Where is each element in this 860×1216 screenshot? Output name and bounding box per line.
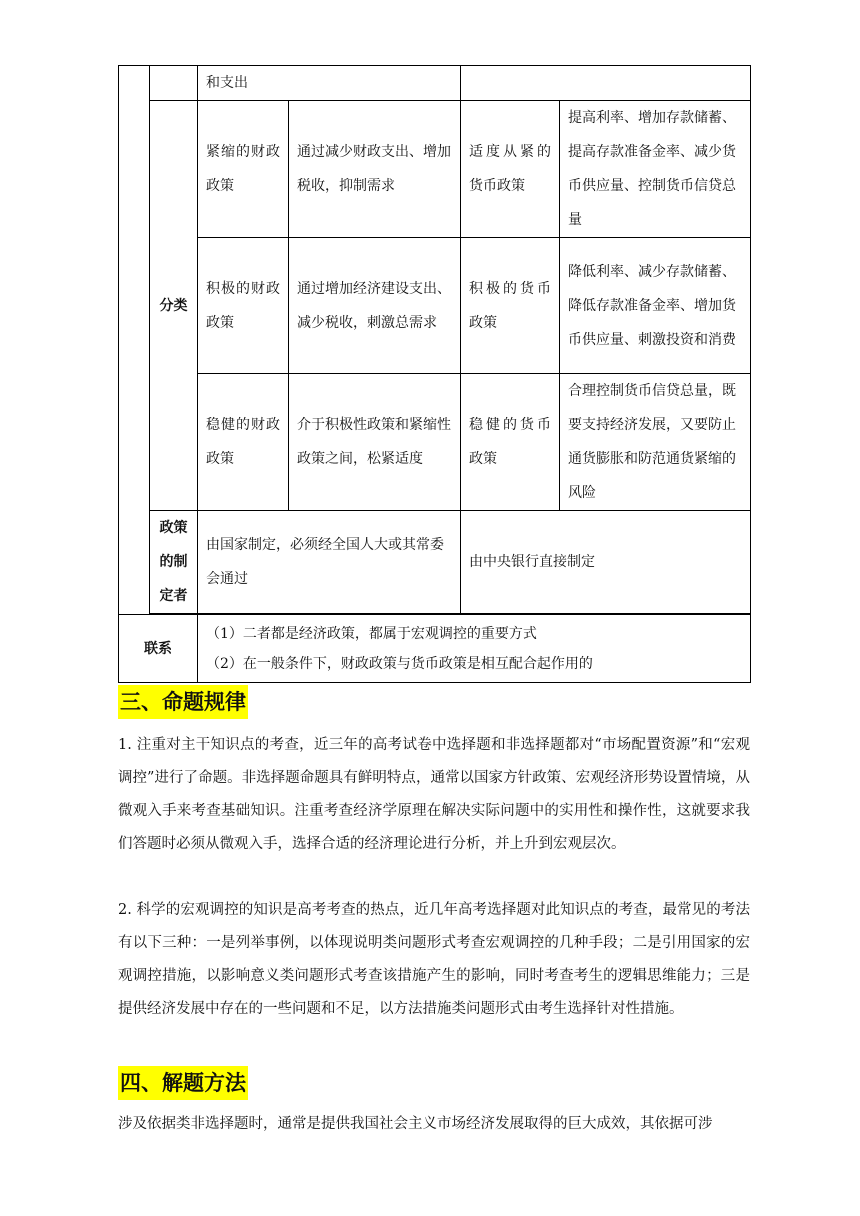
- section3-paragraph-1: 1. 注重对主干知识点的考查，近三年的高考试卷中选择题和非选择题都对“市场配置资源”和“宏观调控”进行了命题。非选择题命题具有鲜明特点，通常以国家方针政策、宏观经济形势设置情境，从微观入手来考查基础知识。注重考查经济学原理在解决实际问题中的实用性和操作性，这就要求我们答题时必须从微观入手，选择合适的经济理论进行分析，并上升到宏观层次。: [118, 737, 750, 852]
- blank-label-cell: [150, 66, 198, 101]
- link-item-2: （2）在一般条件下，财政政策与货币政策是相互配合起作用的: [206, 655, 593, 672]
- fiscal-desc-tight: 通过减少财政支出、增加税收，抑制需求: [289, 101, 461, 238]
- policy-comparison-table: [118, 65, 751, 683]
- maker-label: 政策的制定者: [150, 511, 198, 614]
- classify-label: 分类: [150, 101, 198, 511]
- section3-heading: 三、命题规律: [118, 685, 248, 719]
- section4-heading: 四、解题方法: [118, 1066, 248, 1100]
- link-label: 联系: [119, 615, 198, 683]
- fiscal-desc-active: 通过增加经济建设支出、减少税收，刺激总需求: [289, 238, 461, 374]
- fiscal-desc-stable: 介于积极性政策和紧缩性政策之间，松紧适度: [289, 374, 461, 511]
- outer-left-cell: [119, 66, 150, 615]
- section3-paragraph-2: 2. 科学的宏观调控的知识是高考考查的热点，近几年高考选择题对此知识点的考查，最常见的考法有以下三种：一是列举事例，以体现说明类问题形式考查宏观调控的几种手段；二是引用国家的宏观调控措施，以影响意义类问题形式考查该措施产生的影响，同时考查考生的逻辑思维能力；三是提供经济发展中存在的一些问题和不足，以方法措施类问题形式由考生选择针对性措施。: [118, 902, 750, 1017]
- monetary-name-active: 积极的货币政策: [461, 238, 560, 374]
- link-item-1: （1）二者都是经济政策，都属于宏观调控的重要方式: [206, 625, 537, 642]
- fiscal-name-tight: 紧缩的财政政策: [198, 101, 289, 238]
- fiscal-name-stable: 稳健的财政政策: [198, 374, 289, 511]
- link-content: [198, 615, 751, 683]
- fiscal-name-active: 积极的财政政策: [198, 238, 289, 374]
- monetary-name-tight: 适度从紧的货币政策: [461, 101, 560, 238]
- cont-fiscal-cell: 和支出: [198, 66, 461, 101]
- maker-fiscal: 由国家制定，必须经全国人大或其常委会通过: [198, 511, 461, 614]
- maker-monetary: 由中央银行直接制定: [461, 511, 751, 614]
- monetary-desc-stable: 合理控制货币信贷总量，既要支持经济发展，又要防止通货膨胀和防范通货紧缩的风险: [560, 374, 751, 511]
- monetary-name-stable: 稳健的货币政策: [461, 374, 560, 511]
- section4-paragraph-1: 涉及依据类非选择题时，通常是提供我国社会主义市场经济发展取得的巨大成效，其依据可涉: [118, 1116, 713, 1132]
- cont-monetary-cell: [461, 66, 751, 101]
- monetary-desc-active: 降低利率、减少存款储蓄、降低存款准备金率、增加货币供应量、刺激投资和消费: [560, 238, 751, 374]
- monetary-desc-tight: 提高利率、增加存款储蓄、提高存款准备金率、减少货币供应量、控制货币信贷总量: [560, 101, 751, 238]
